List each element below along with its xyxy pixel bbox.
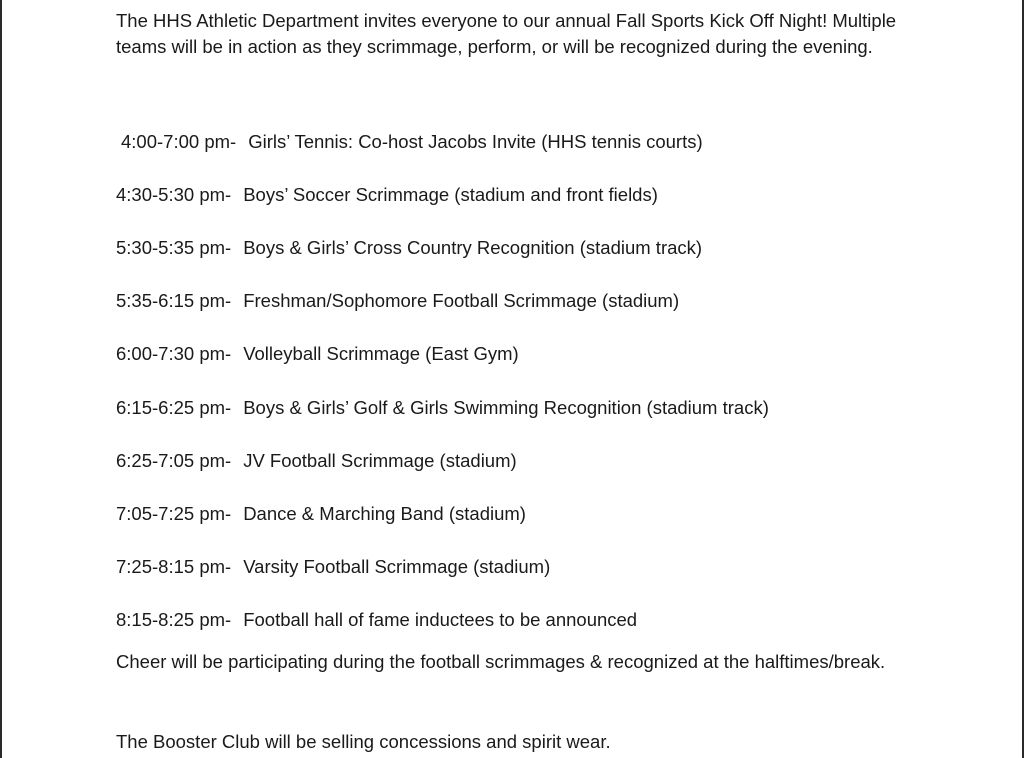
schedule-event: JV Football Scrimmage (stadium) (243, 449, 517, 471)
schedule-item (116, 594, 769, 647)
schedule-event: Volleyball Scrimmage (East Gym) (243, 343, 519, 365)
schedule-event: Boys & Girls’ Cross Country Recognition (stadium track) (243, 236, 703, 258)
schedule-time: 8:15-8:25 pm- (116, 609, 232, 631)
schedule-time: 4:30-5:30 pm- (116, 183, 232, 205)
schedule-item (116, 487, 769, 540)
schedule-time: 6:00-7:30 pm- (116, 343, 232, 365)
schedule-event: Girls’ Tennis: Co-host Jacobs Invite (HHS tennis courts) (248, 130, 703, 152)
schedule-time: 7:25-8:15 pm- (116, 556, 232, 578)
schedule-event: Boys & Girls’ Golf & Girls Swimming Recognition (stadium track) (243, 396, 769, 418)
booster-note: The Booster Club will be selling concessions and spirit wear. (116, 731, 611, 752)
schedule-item (116, 221, 769, 274)
schedule-event: Boys’ Soccer Scrimmage (stadium and front fields) (243, 183, 658, 205)
schedule-event: Dance & Marching Band (stadium) (243, 502, 526, 524)
schedule-event: Varsity Football Scrimmage (stadium) (243, 556, 551, 578)
intro-paragraph: The HHS Athletic Department invites everyone to our annual Fall Sports Kick Off Night! Multiple teams will be in action as they scrimmage, perform, or will be recognized during the evening. (116, 10, 897, 57)
schedule-time: 6:15-6:25 pm- (116, 396, 232, 418)
schedule-item (116, 168, 769, 221)
cheer-note: Cheer will be participating during the football scrimmages & recognized at the halftimes/break. (116, 651, 886, 672)
schedule-item (116, 434, 769, 487)
schedule-time: 5:35-6:15 pm- (116, 290, 232, 312)
schedule-event: Freshman/Sophomore Football Scrimmage (stadium) (243, 290, 680, 312)
schedule-event: Football hall of fame inductees to be announced (243, 609, 638, 631)
schedule-item (116, 381, 769, 434)
schedule-time: 5:30-5:35 pm- (116, 236, 232, 258)
schedule-time: 7:05-7:25 pm- (116, 502, 232, 524)
schedule-time: 6:25-7:05 pm- (116, 449, 232, 471)
schedule-item (116, 541, 769, 594)
schedule-item (116, 328, 769, 381)
schedule-item (116, 115, 769, 168)
event-schedule (116, 115, 769, 647)
schedule-item (116, 275, 769, 328)
schedule-time: 4:00-7:00 pm- (121, 130, 237, 152)
